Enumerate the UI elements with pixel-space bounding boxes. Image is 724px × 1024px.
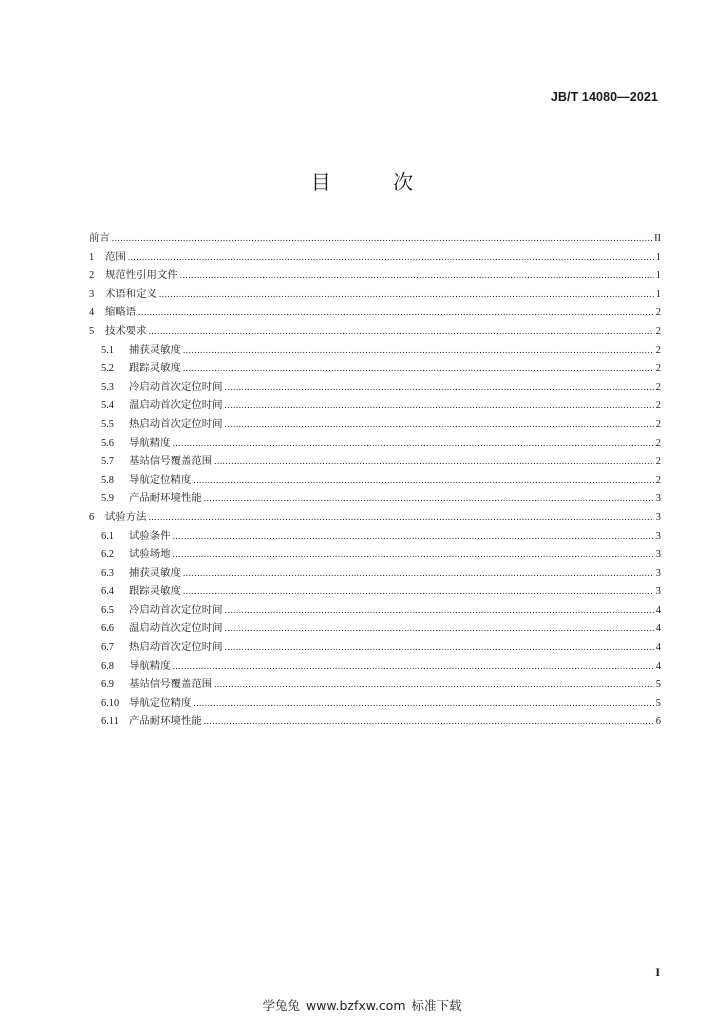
table-of-contents	[89, 229, 661, 731]
toc-entry-page: 5	[655, 697, 661, 709]
toc-entry[interactable]	[89, 341, 661, 360]
toc-entry-page: 6	[655, 716, 661, 728]
toc-entry-label: 产品耐环境性能	[129, 715, 202, 728]
toc-entry-page: 2	[655, 307, 661, 319]
toc-entry-number: 5.9	[101, 493, 114, 505]
toc-entry-page: 4	[655, 623, 661, 635]
toc-entry-page: 3	[655, 549, 661, 561]
toc-dot-leader	[149, 508, 654, 527]
toc-entry-number: 6	[89, 511, 95, 523]
toc-entry-number: 4	[89, 307, 95, 319]
toc-entry[interactable]	[89, 415, 661, 434]
toc-entry-label: 导航精度	[129, 436, 171, 449]
toc-entry-number: 5.3	[101, 381, 114, 393]
toc-entry-page: 2	[655, 437, 661, 449]
toc-entry[interactable]	[89, 229, 661, 248]
toc-dot-leader	[214, 452, 654, 471]
toc-entry-page: 2	[655, 456, 661, 468]
toc-dot-leader	[204, 712, 654, 731]
toc-entry-page: 3	[655, 567, 661, 579]
toc-entry-page: 1	[655, 251, 661, 263]
toc-dot-leader	[225, 378, 654, 397]
toc-dot-leader	[149, 322, 654, 341]
toc-entry[interactable]	[89, 564, 661, 583]
toc-entry-number: 1	[89, 251, 95, 263]
toc-title: 目 次	[310, 170, 442, 194]
toc-entry[interactable]	[89, 508, 661, 527]
toc-entry[interactable]	[89, 471, 661, 490]
toc-entry-page: 2	[655, 344, 661, 356]
toc-dot-leader	[183, 359, 654, 378]
toc-entry-page: 2	[655, 325, 661, 337]
toc-entry-label: 跟踪灵敏度	[129, 362, 181, 375]
toc-dot-leader	[128, 248, 654, 267]
toc-entry-number: 6.7	[101, 642, 114, 654]
toc-entry-label: 基站信号覆盖范围	[129, 678, 213, 691]
toc-entry-page: II	[654, 233, 661, 244]
toc-dot-leader	[225, 638, 654, 657]
toc-entry-number: 6.2	[101, 549, 114, 561]
toc-entry[interactable]	[89, 285, 661, 304]
toc-entry[interactable]	[89, 694, 661, 713]
toc-entry[interactable]	[89, 266, 661, 285]
footer-watermark: 学兔兔 www.bzfxw.com 标准下载	[262, 998, 462, 1013]
toc-entry-number: 5	[89, 325, 95, 337]
toc-entry-label: 试验方法	[105, 510, 147, 523]
toc-entry-page: 1	[655, 270, 661, 282]
toc-entry-label: 缩略语	[105, 306, 137, 319]
toc-entry-number: 6.1	[101, 530, 114, 542]
toc-entry-page: 2	[655, 418, 661, 430]
toc-entry-page: 2	[655, 381, 661, 393]
toc-entry-label: 捕获灵敏度	[129, 343, 181, 356]
toc-entry[interactable]	[89, 582, 661, 601]
toc-entry-number: 5.5	[101, 418, 114, 430]
toc-dot-leader	[173, 527, 654, 546]
toc-dot-leader	[112, 229, 652, 248]
toc-dot-leader	[173, 545, 654, 564]
toc-entry[interactable]	[89, 396, 661, 415]
toc-entry-label: 跟踪灵敏度	[129, 585, 181, 598]
toc-entry-number: 5.7	[101, 456, 114, 468]
toc-entry-label: 基站信号覆盖范围	[129, 455, 213, 468]
toc-entry[interactable]	[89, 638, 661, 657]
toc-dot-leader	[214, 675, 654, 694]
toc-entry-label: 温启动首次定位时间	[129, 622, 223, 635]
toc-entry-number: 2	[89, 270, 95, 282]
toc-entry-page: 3	[655, 511, 661, 523]
toc-entry-page: 2	[655, 474, 661, 486]
toc-entry-number: 5.1	[101, 344, 114, 356]
toc-entry-label: 冷启动首次定位时间	[129, 603, 223, 616]
toc-entry[interactable]	[89, 712, 661, 731]
toc-entry[interactable]	[89, 452, 661, 471]
toc-entry[interactable]	[89, 657, 661, 676]
toc-entry-number: 6.5	[101, 604, 114, 616]
toc-entry-label: 术语和定义	[105, 287, 157, 300]
toc-entry-page: 4	[655, 604, 661, 616]
toc-entry-label: 试验场地	[129, 548, 171, 561]
toc-entry[interactable]	[89, 303, 661, 322]
toc-entry[interactable]	[89, 527, 661, 546]
toc-dot-leader	[183, 582, 654, 601]
toc-entry[interactable]	[89, 619, 661, 638]
toc-entry-page: 3	[655, 586, 661, 598]
toc-dot-leader	[180, 266, 654, 285]
toc-dot-leader	[225, 415, 654, 434]
document-code: JB/T 14080—2021	[550, 90, 658, 104]
toc-entry[interactable]	[89, 489, 661, 508]
toc-entry-label: 技术要求	[105, 324, 147, 337]
toc-entry[interactable]	[89, 434, 661, 453]
toc-entry-number: 3	[89, 288, 95, 300]
toc-entry[interactable]	[89, 675, 661, 694]
toc-entry-page: 1	[655, 288, 661, 300]
toc-entry-number: 6.3	[101, 567, 114, 579]
toc-dot-leader	[225, 601, 654, 620]
toc-entry[interactable]	[89, 359, 661, 378]
toc-entry-label: 导航定位精度	[129, 696, 192, 709]
toc-dot-leader	[173, 657, 654, 676]
toc-entry-number: 5.2	[101, 363, 114, 375]
page-number: I	[655, 965, 660, 979]
toc-dot-leader	[183, 564, 654, 583]
toc-entry-page: 4	[655, 642, 661, 654]
toc-entry-label: 热启动首次定位时间	[129, 417, 223, 430]
toc-entry-label: 试验条件	[129, 529, 171, 542]
toc-dot-leader	[225, 396, 654, 415]
toc-dot-leader	[204, 489, 654, 508]
toc-entry-number: 6.8	[101, 660, 114, 672]
toc-entry[interactable]	[89, 248, 661, 267]
toc-dot-leader	[173, 434, 654, 453]
toc-entry-number: 6.9	[101, 679, 114, 691]
toc-dot-leader	[193, 694, 653, 713]
toc-entry-label: 捕获灵敏度	[129, 566, 181, 579]
toc-entry-number: 6.6	[101, 623, 114, 635]
toc-entry-label: 导航定位精度	[129, 473, 192, 486]
toc-dot-leader	[225, 619, 654, 638]
toc-entry-page: 4	[655, 660, 661, 672]
toc-entry-label: 冷启动首次定位时间	[129, 380, 223, 393]
toc-entry-number: 6.4	[101, 586, 114, 598]
toc-entry-number: 5.4	[101, 400, 114, 412]
toc-entry-page: 5	[655, 679, 661, 691]
toc-entry-number: 5.6	[101, 437, 114, 449]
toc-entry[interactable]	[89, 378, 661, 397]
toc-entry-page: 3	[655, 493, 661, 505]
toc-entry-number: 6.10	[101, 697, 120, 709]
toc-dot-leader	[193, 471, 653, 490]
toc-entry-number: 5.8	[101, 474, 114, 486]
toc-entry-page: 3	[655, 530, 661, 542]
toc-entry-label: 规范性引用文件	[105, 269, 178, 282]
toc-entry[interactable]	[89, 601, 661, 620]
toc-entry-page: 2	[655, 400, 661, 412]
toc-dot-leader	[183, 341, 654, 360]
toc-entry-page: 2	[655, 363, 661, 375]
toc-entry-label: 导航精度	[129, 659, 171, 672]
toc-entry-label: 范围	[105, 250, 126, 263]
toc-entry-label: 热启动首次定位时间	[129, 641, 223, 654]
toc-entry-label: 前言	[89, 232, 110, 244]
toc-dot-leader	[138, 303, 654, 322]
toc-entry-label: 温启动首次定位时间	[129, 399, 223, 412]
toc-entry-number: 6.11	[101, 716, 119, 728]
toc-dot-leader	[159, 285, 654, 304]
toc-entry[interactable]	[89, 545, 661, 564]
toc-entry[interactable]	[89, 322, 661, 341]
toc-entry-label: 产品耐环境性能	[129, 492, 202, 505]
